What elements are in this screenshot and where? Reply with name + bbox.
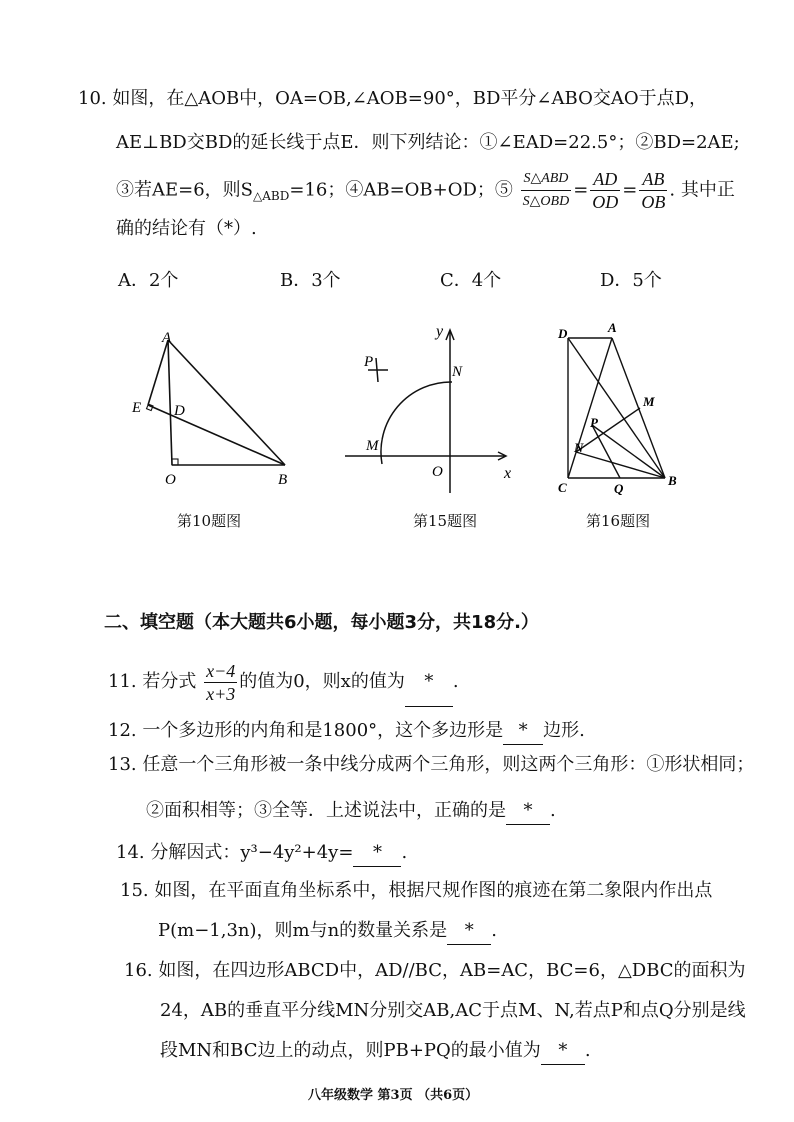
choice-b: B．3个 bbox=[280, 270, 341, 291]
q13-line1: 13. 任意一个三角形被一条中线分成两个三角形，则这两个三角形：①形状相同； bbox=[108, 754, 755, 775]
label-O15: O bbox=[432, 464, 443, 480]
q10-line3-a: ③若AE=6，则S bbox=[116, 179, 254, 201]
q16-answer-blank[interactable]: * bbox=[541, 1038, 585, 1065]
q10-fraction-ad-od bbox=[590, 168, 620, 213]
q11-den: x+3 bbox=[206, 683, 236, 704]
frac3-den: OB bbox=[641, 192, 666, 212]
label-N: N bbox=[452, 364, 463, 380]
label-B16: B bbox=[668, 473, 677, 488]
q13-line2 bbox=[146, 798, 556, 825]
q15-answer-blank[interactable]: * bbox=[447, 918, 491, 945]
label-B: B bbox=[278, 472, 288, 488]
q10-fraction-ab-ob bbox=[639, 168, 667, 213]
q12-end: 边形. bbox=[543, 720, 585, 741]
caption-fig16: 第16题图 bbox=[586, 512, 651, 530]
figure-10 bbox=[120, 320, 310, 495]
q16-line1: 16. 如图，在四边形ABCD中，AD//BC，AB=AC，BC=6，△DBC的面积为 bbox=[124, 960, 746, 981]
q10-line4: 确的结论有（*）. bbox=[116, 218, 257, 239]
q13-end: . bbox=[550, 800, 556, 821]
eq2: = bbox=[622, 179, 638, 201]
q10-line3 bbox=[116, 168, 735, 216]
caption-fig15: 第15题图 bbox=[413, 512, 478, 530]
q11-post: 的值为0，则x的值为 bbox=[239, 671, 405, 692]
q14-end: . bbox=[401, 842, 408, 863]
choice-d: D．5个 bbox=[600, 270, 662, 291]
frac1-num: S△ABD bbox=[521, 168, 572, 191]
q14 bbox=[116, 840, 407, 867]
eq1: = bbox=[573, 179, 589, 201]
label-x: x bbox=[504, 465, 512, 482]
label-Q16: Q bbox=[614, 481, 624, 495]
choice-a: A．2个 bbox=[118, 270, 179, 291]
q14-pre: 14. 分解因式：y³−4y²+4y= bbox=[116, 842, 354, 863]
frac3-num: AB bbox=[639, 168, 667, 191]
label-P16: P bbox=[590, 415, 598, 430]
label-N16: N bbox=[574, 440, 584, 455]
q10-line3-end: . 其中正 bbox=[669, 179, 735, 201]
q12-pre: 12. 一个多边形的内角和是1800°，这个多边形是 bbox=[108, 720, 504, 741]
q10-fraction-area-ratio bbox=[521, 168, 572, 213]
q10-line2: AE⊥BD交BD的延长线于点E．则下列结论：①∠EAD=22.5°；②BD=2AE; bbox=[116, 132, 740, 153]
label-D16: D bbox=[558, 326, 568, 341]
q11-fraction bbox=[204, 660, 237, 705]
label-M16: M bbox=[643, 394, 655, 409]
q11 bbox=[108, 658, 459, 707]
q14-answer-blank[interactable]: * bbox=[353, 840, 401, 867]
caption-fig10: 第10题图 bbox=[177, 512, 242, 530]
figure-16 bbox=[550, 320, 690, 495]
frac1-den: S△OBD bbox=[522, 194, 570, 209]
frac2-num: AD bbox=[590, 168, 620, 191]
label-A: A bbox=[162, 330, 172, 346]
q15-pre: P(m−1,3n)，则m与n的数量关系是 bbox=[158, 920, 448, 941]
q11-num: x−4 bbox=[206, 660, 236, 681]
q16-pre: 段MN和BC边上的动点，则PB+PQ的最小值为 bbox=[160, 1040, 541, 1061]
q11-pre: 11. 若分式 bbox=[108, 671, 197, 692]
label-A16: A bbox=[608, 320, 617, 335]
label-O: O bbox=[165, 472, 176, 488]
q15-line2 bbox=[158, 918, 497, 945]
frac2-den: OD bbox=[592, 192, 619, 212]
label-D: D bbox=[174, 403, 185, 419]
q11-end: . bbox=[452, 671, 459, 692]
q16-end: . bbox=[584, 1040, 591, 1061]
q15-end: . bbox=[491, 920, 497, 941]
q12 bbox=[108, 718, 585, 745]
q15-line1: 15. 如图，在平面直角坐标系中，根据尺规作图的痕迹在第二象限内作出点 bbox=[120, 880, 713, 901]
q13-pre: ②面积相等；③全等．上述说法中，正确的是 bbox=[146, 800, 506, 821]
label-C16: C bbox=[558, 480, 567, 495]
label-P: P bbox=[364, 354, 374, 370]
section-heading-fill-in: 二、填空题（本大题共6小题，每小题3分，共18分.） bbox=[104, 612, 539, 633]
q16-line3 bbox=[160, 1038, 591, 1065]
q11-answer-blank[interactable]: * bbox=[405, 658, 453, 707]
q13-answer-blank[interactable]: * bbox=[506, 798, 550, 825]
label-M: M bbox=[366, 438, 379, 454]
q16-line2: 24，AB的垂直平分线MN分别交AB,AC于点M、N,若点P和点Q分别是线 bbox=[160, 1000, 746, 1021]
choice-c: C．4个 bbox=[440, 270, 502, 291]
q12-answer-blank[interactable]: * bbox=[503, 718, 543, 745]
page-footer: 八年级数学 第3页 （共6页） bbox=[308, 1088, 479, 1103]
figure-15 bbox=[340, 318, 530, 498]
label-y: y bbox=[436, 323, 444, 340]
q10-line1: 10. 如图，在△AOB中，OA=OB,∠AOB=90°，BD平分∠ABO交AO于点D， bbox=[78, 88, 708, 109]
label-E: E bbox=[132, 400, 142, 416]
q10-line3-b: =16；④AB=OB+OD；⑤ bbox=[289, 179, 513, 201]
q10-line3-sub: △ABD bbox=[253, 189, 290, 204]
